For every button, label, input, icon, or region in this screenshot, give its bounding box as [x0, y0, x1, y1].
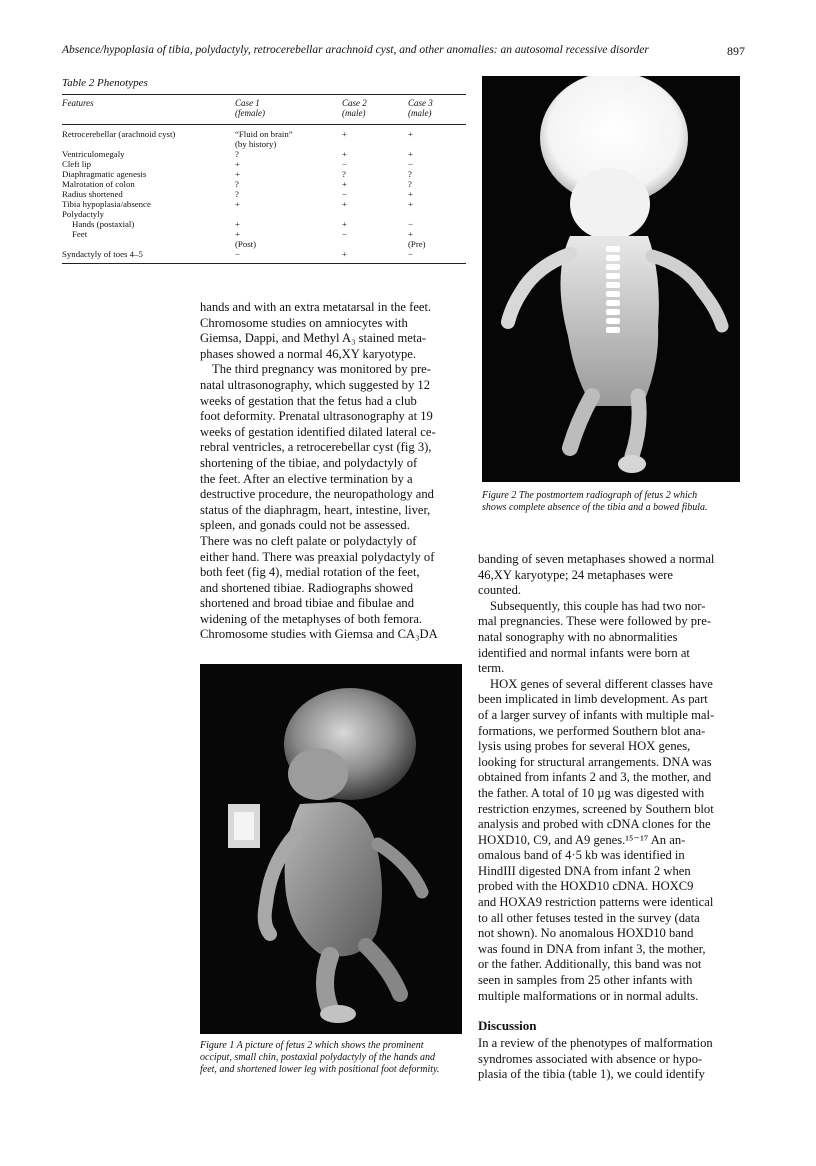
table-row: Hands (postaxial) + + − [72, 219, 413, 229]
discussion-heading: Discussion [478, 1018, 537, 1033]
table-caption: Table 2 Phenotypes [62, 77, 148, 89]
header-features: Features [62, 98, 94, 108]
page-number: 897 [727, 44, 745, 58]
radiograph-image [482, 76, 740, 482]
discussion-text: In a review of the phenotypes of malformation syndromes associated with absence or hypo- plasia of the tibia (table 1), we could identify [478, 1036, 713, 1082]
figure-2-radiograph [482, 76, 740, 482]
table-row: Feet + − + [72, 229, 413, 239]
fetus-photo-image [200, 664, 462, 1034]
table-row: Malrotation of colon ? + ? [62, 179, 412, 189]
table-row: Retrocerebellar (arachnoid cyst) “Fluid on brain” + + [62, 129, 413, 139]
running-title: Absence/hypoplasia of tibia, polydactyly, retrocerebellar arachnoid cyst, and other anomalies: an autosomal recessive disorder [62, 44, 649, 56]
table-row: Cleft lip + − − [62, 159, 413, 169]
table-row: (by history) [235, 139, 277, 149]
header-case-3: Case 3 (male) [408, 98, 433, 118]
header-case-1: Case 1 (female) [235, 98, 265, 118]
table-row: Radius shortened ? − + [62, 189, 413, 199]
table-row: (Post) (Pre) [235, 239, 426, 249]
left-column-text: hands and with an extra metatarsal in the feet. Chromosome studies on amniocytes with Giemsa, Dappi, and Methyl A₃ stained meta- phases showed a normal 46,XY karyotype. The third pregnancy was monitored by pre- natal ultrasonography, which suggested by 12 weeks of gestation that the fetus had a club foot deformity. Prenatal ultrasonography at 19 weeks of gestation identified dilated lateral ce- rebral ventricles, a retrocerebellar cyst (fig 3), shortening of the tibiae, and polydactyly of the feet. After an elective termination by a destructive procedure, the neuropathology and status of the diaphragm, heart, intestine, liver, spleen, and gonads could not be assessed. There was no cleft palate or polydactyly of either hand. There was preaxial polydactyly of both feet (fig 4), medial rotation of the feet, and shortened tibiae. Radiographs showed shortened and broad tibiae and fibulae and widening of the metaphyses of both femora. Chromosome studies with Giemsa and CA₃DA [200, 300, 438, 642]
phenotypes-table [62, 94, 466, 264]
header-case-2: Case 2 (male) [342, 98, 367, 118]
figure-1-photo [200, 664, 462, 1034]
table-row: Ventriculomegaly ? + + [62, 149, 413, 159]
table-header [62, 95, 466, 125]
figure-1-caption: Figure 1 A picture of fetus 2 which shows the prominent occiput, small chin, postaxial polydactyly of the hands and feet, and shortened lower leg with positional foot deformity. [200, 1040, 440, 1075]
table-row: Syndactyly of toes 4–5 − + − [62, 249, 413, 259]
table-row: Tibia hypoplasia/absence + + + [62, 199, 413, 209]
figure-2-caption: Figure 2 The postmortem radiograph of fetus 2 which shows complete absence of the tibia and a bowed fibula. [482, 490, 708, 513]
right-column-text: banding of seven metaphases showed a normal 46,XY karyotype; 24 metaphases were counted. Subsequently, this couple has had two nor- mal pregnancies. These were followed by pre- natal sonography with no abnormalities identified and normal infants were born at term. HOX genes of several different classes have been implicated in limb development. As part of a larger survey of infants with multiple mal- formations, we performed Southern blot ana- lysis using probes for several HOX genes, looking for structural arrangements. DNA was obtained from infants 2 and 3, the mother, and the father. A total of 10 µg was digested with restriction enzymes, screened by Southern blot analysis and probed with cDNA clones for the HOXD10, C9, and A9 genes.¹⁵⁻¹⁷ An an- omalous band of 4·5 kb was identified in HindIII digested DNA from infant 2 when probed with the HOXD10 cDNA. HOXC9 and HOXA9 restriction patterns were identical to all other fetuses tested in the survey (data not shown). No anomalous HOXD10 band was found in DNA from infant 3, the mother, or the father. Additionally, this band was not seen in samples from 25 other infants with multiple malformations or in normal adults. [478, 552, 715, 1003]
table-row: Polydactyly [62, 209, 105, 219]
table-row: Diaphragmatic agenesis + ? ? [62, 169, 412, 179]
